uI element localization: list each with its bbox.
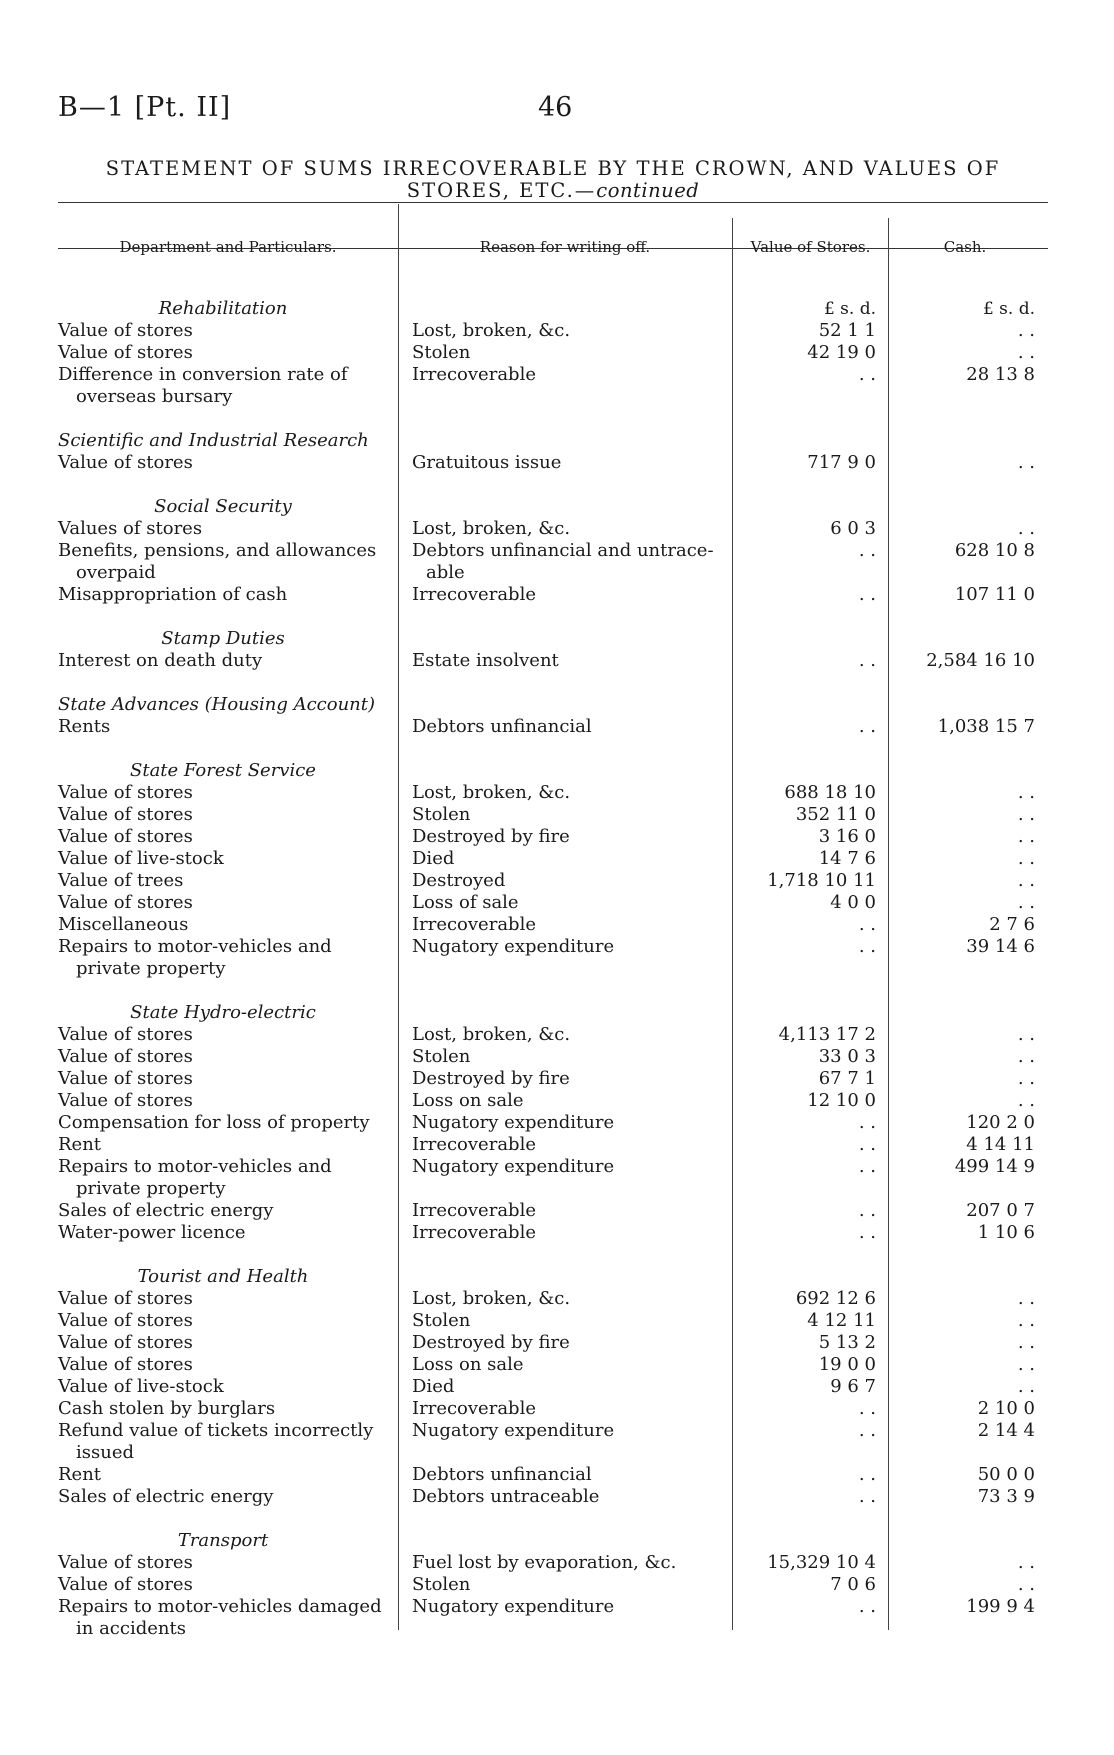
cash-value-cell: . . xyxy=(1017,1288,1035,1309)
reason-cell: Debtors unfinancial and untrace- xyxy=(412,540,714,561)
particular-cell: Values of stores xyxy=(58,518,203,539)
table-row xyxy=(0,804,1114,826)
particular-cell: Interest on death duty xyxy=(58,650,263,671)
cash-value-cell: . . xyxy=(1017,320,1035,341)
cash-value-cell: 107 11 0 xyxy=(954,584,1035,605)
table-row xyxy=(0,1288,1114,1310)
table-row xyxy=(0,892,1114,914)
table-row xyxy=(0,1398,1114,1420)
particular-cell: Refund value of tickets incorrectly xyxy=(58,1420,374,1441)
stores-value-cell: 4 0 0 xyxy=(830,892,876,913)
column-header-reason: Reason for writing off. xyxy=(479,238,651,256)
particular-cell: Misappropriation of cash xyxy=(58,584,288,605)
particular-cell: Rent xyxy=(58,1464,102,1485)
table-row-continuation xyxy=(0,958,1114,980)
particular-cell-continuation: overseas bursary xyxy=(76,386,233,407)
reason-cell: Loss of sale xyxy=(412,892,519,913)
reason-cell: Irrecoverable xyxy=(412,1398,536,1419)
stores-currency-units: £ s. d. xyxy=(823,299,876,319)
stores-value-cell: 6 0 3 xyxy=(830,518,876,539)
cash-value-cell: . . xyxy=(1017,1332,1035,1353)
reason-cell: Destroyed by fire xyxy=(412,826,570,847)
stores-value-cell: . . xyxy=(858,540,876,561)
table-row xyxy=(0,716,1114,738)
department-heading: State Advances (Housing Account) xyxy=(58,694,376,715)
cash-value-cell: 628 10 8 xyxy=(954,540,1035,561)
table-row xyxy=(0,1354,1114,1376)
cash-value-cell: . . xyxy=(1017,342,1035,363)
table-row-continuation xyxy=(0,1618,1114,1640)
particular-cell: Value of stores xyxy=(58,1552,193,1573)
particular-cell: Cash stolen by burglars xyxy=(58,1398,276,1419)
table-row xyxy=(0,1552,1114,1574)
cash-value-cell: 2 10 0 xyxy=(977,1398,1035,1419)
cash-value-cell: . . xyxy=(1017,892,1035,913)
cash-value-cell: . . xyxy=(1017,1376,1035,1397)
department-heading: State Hydro-electric xyxy=(130,1002,316,1023)
cash-value-cell: 2,584 16 10 xyxy=(926,650,1035,671)
particular-cell: Value of stores xyxy=(58,804,193,825)
stores-value-cell: 52 1 1 xyxy=(818,320,876,341)
reason-cell: Lost, broken, &c. xyxy=(412,1288,571,1309)
reason-cell: Irrecoverable xyxy=(412,584,536,605)
particular-cell: Value of stores xyxy=(58,1288,193,1309)
cash-value-cell: 207 0 7 xyxy=(966,1200,1035,1221)
section-heading xyxy=(0,628,1114,650)
table-row-continuation xyxy=(0,1442,1114,1464)
cash-value-cell: . . xyxy=(1017,1552,1035,1573)
particular-cell-continuation: issued xyxy=(76,1442,134,1463)
cash-value-cell: . . xyxy=(1017,1024,1035,1045)
cash-value-cell: 50 0 0 xyxy=(977,1464,1035,1485)
stores-value-cell: . . xyxy=(858,1134,876,1155)
cash-value-cell: 4 14 11 xyxy=(966,1134,1035,1155)
reason-cell: Irrecoverable xyxy=(412,1134,536,1155)
table-row xyxy=(0,1574,1114,1596)
stores-value-cell: . . xyxy=(858,584,876,605)
particular-cell: Value of stores xyxy=(58,1068,193,1089)
table-row xyxy=(0,1222,1114,1244)
particular-cell: Value of stores xyxy=(58,342,193,363)
document-reference: B—1 [Pt. II] xyxy=(58,92,232,123)
cash-value-cell: . . xyxy=(1017,826,1035,847)
department-heading: Rehabilitation xyxy=(158,298,288,319)
department-heading: State Forest Service xyxy=(130,760,316,781)
cash-value-cell: . . xyxy=(1017,804,1035,825)
cash-value-cell: . . xyxy=(1017,1046,1035,1067)
cash-value-cell: . . xyxy=(1017,1068,1035,1089)
cash-value-cell: 39 14 6 xyxy=(966,936,1035,957)
table-row xyxy=(0,1068,1114,1090)
stores-value-cell: . . xyxy=(858,1486,876,1507)
reason-cell: Lost, broken, &c. xyxy=(412,1024,571,1045)
particular-cell: Compensation for loss of property xyxy=(58,1112,370,1133)
column-header-cash: Cash. xyxy=(943,238,987,256)
cash-value-cell: . . xyxy=(1017,782,1035,803)
reason-cell: Stolen xyxy=(412,1574,471,1595)
section-heading xyxy=(0,760,1114,782)
stores-value-cell: . . xyxy=(858,914,876,935)
table-row xyxy=(0,1156,1114,1178)
title-line-2: STORES, ETC.—continued xyxy=(406,179,700,202)
particular-cell-continuation: private property xyxy=(76,958,226,979)
stores-value-cell: 67 7 1 xyxy=(818,1068,876,1089)
particular-cell: Water-power licence xyxy=(58,1222,246,1243)
particular-cell: Value of live-stock xyxy=(58,848,224,869)
table-row xyxy=(0,1486,1114,1508)
stores-value-cell: 692 12 6 xyxy=(795,1288,876,1309)
particular-cell: Value of stores xyxy=(58,782,193,803)
table-row xyxy=(0,364,1114,386)
reason-cell: Destroyed by fire xyxy=(412,1332,570,1353)
particular-cell: Value of live-stock xyxy=(58,1376,224,1397)
reason-cell: Nugatory expenditure xyxy=(412,1156,615,1177)
reason-cell: Destroyed xyxy=(412,870,506,891)
table-row xyxy=(0,1046,1114,1068)
stores-value-cell: 33 0 3 xyxy=(818,1046,876,1067)
reason-cell: Irrecoverable xyxy=(412,914,536,935)
reason-cell: Debtors untraceable xyxy=(412,1486,600,1507)
table-row xyxy=(0,320,1114,342)
table-row xyxy=(0,1090,1114,1112)
table-row xyxy=(0,584,1114,606)
particular-cell: Value of stores xyxy=(58,1332,193,1353)
reason-cell: Estate insolvent xyxy=(412,650,559,671)
table-row xyxy=(0,1200,1114,1222)
title-continued: continued xyxy=(596,179,700,202)
stores-value-cell: . . xyxy=(858,1112,876,1133)
particular-cell: Benefits, pensions, and allowances xyxy=(58,540,377,561)
stores-value-cell: . . xyxy=(858,1398,876,1419)
stores-value-cell: . . xyxy=(858,650,876,671)
stores-value-cell: . . xyxy=(858,364,876,385)
table-row xyxy=(0,848,1114,870)
reason-cell: Nugatory expenditure xyxy=(412,936,615,957)
stores-value-cell: 688 18 10 xyxy=(784,782,876,803)
section-heading xyxy=(0,694,1114,716)
cash-value-cell: 120 2 0 xyxy=(966,1112,1035,1133)
stores-value-cell: 4,113 17 2 xyxy=(778,1024,876,1045)
cash-value-cell: . . xyxy=(1017,1574,1035,1595)
particular-cell: Miscellaneous xyxy=(58,914,189,935)
particular-cell: Value of stores xyxy=(58,1574,193,1595)
department-heading: Stamp Duties xyxy=(161,628,285,649)
particular-cell: Value of stores xyxy=(58,1310,193,1331)
table-top-rule xyxy=(58,202,1048,203)
particular-cell: Rents xyxy=(58,716,111,737)
stores-value-cell: 352 11 0 xyxy=(795,804,876,825)
cash-value-cell: . . xyxy=(1017,518,1035,539)
stores-value-cell: 1,718 10 11 xyxy=(767,870,876,891)
particular-cell-continuation: overpaid xyxy=(76,562,156,583)
stores-value-cell: 5 13 2 xyxy=(818,1332,876,1353)
table-row xyxy=(0,540,1114,562)
reason-cell: Stolen xyxy=(412,1310,471,1331)
table-row xyxy=(0,1596,1114,1618)
cash-value-cell: 73 3 9 xyxy=(977,1486,1035,1507)
page-header xyxy=(58,92,1048,132)
table-row-continuation xyxy=(0,1178,1114,1200)
reason-cell: Lost, broken, &c. xyxy=(412,782,571,803)
cash-value-cell: 2 7 6 xyxy=(989,914,1035,935)
table-row xyxy=(0,1134,1114,1156)
reason-cell: Lost, broken, &c. xyxy=(412,518,571,539)
column-header-particulars: Department and Particulars. xyxy=(119,238,337,256)
reason-cell: Nugatory expenditure xyxy=(412,1420,615,1441)
reason-cell: Irrecoverable xyxy=(412,364,536,385)
table-row xyxy=(0,1024,1114,1046)
stores-value-cell: 14 7 6 xyxy=(818,848,876,869)
table-row xyxy=(0,1464,1114,1486)
particular-cell: Sales of electric energy xyxy=(58,1486,274,1507)
table-row xyxy=(0,650,1114,672)
section-heading xyxy=(0,496,1114,518)
cash-value-cell: 199 9 4 xyxy=(966,1596,1035,1617)
stores-value-cell: 42 19 0 xyxy=(807,342,876,363)
stores-value-cell: 717 9 0 xyxy=(807,452,876,473)
reason-cell: Debtors unfinancial xyxy=(412,1464,592,1485)
cash-value-cell: 1 10 6 xyxy=(977,1222,1035,1243)
section-heading xyxy=(0,1530,1114,1552)
table-row xyxy=(0,914,1114,936)
particular-cell: Difference in conversion rate of xyxy=(58,364,348,385)
department-heading: Social Security xyxy=(154,496,292,517)
table-row xyxy=(0,1420,1114,1442)
reason-cell: Stolen xyxy=(412,342,471,363)
department-heading: Transport xyxy=(177,1530,269,1551)
reason-cell: Loss on sale xyxy=(412,1090,524,1111)
particular-cell-continuation: private property xyxy=(76,1178,226,1199)
particular-cell: Rent xyxy=(58,1134,102,1155)
table-row xyxy=(0,518,1114,540)
reason-cell: Loss on sale xyxy=(412,1354,524,1375)
department-heading: Scientific and Industrial Research xyxy=(58,430,369,451)
cash-value-cell: 1,038 15 7 xyxy=(937,716,1035,737)
reason-cell: Nugatory expenditure xyxy=(412,1112,615,1133)
section-heading xyxy=(0,1266,1114,1288)
table-row xyxy=(0,452,1114,474)
particular-cell: Value of stores xyxy=(58,1046,193,1067)
reason-cell: Lost, broken, &c. xyxy=(412,320,571,341)
department-heading: Tourist and Health xyxy=(137,1266,309,1287)
cash-value-cell: 28 13 8 xyxy=(966,364,1035,385)
table-row-continuation xyxy=(0,562,1114,584)
reason-cell: Gratuitous issue xyxy=(412,452,562,473)
column-header-stores: Value of Stores. xyxy=(750,238,871,256)
particular-cell: Value of stores xyxy=(58,826,193,847)
particular-cell: Repairs to motor-vehicles and xyxy=(58,1156,332,1177)
stores-value-cell: 9 6 7 xyxy=(830,1376,876,1397)
reason-cell: Debtors unfinancial xyxy=(412,716,592,737)
particular-cell-continuation: in accidents xyxy=(76,1618,186,1639)
table-row xyxy=(0,1376,1114,1398)
particular-cell: Value of stores xyxy=(58,1354,193,1375)
stores-value-cell: . . xyxy=(858,716,876,737)
particular-cell: Value of stores xyxy=(58,320,193,341)
section-heading xyxy=(0,298,1114,320)
particular-cell: Value of stores xyxy=(58,892,193,913)
cash-value-cell: . . xyxy=(1017,452,1035,473)
table-row-continuation xyxy=(0,386,1114,408)
stores-value-cell: 7 0 6 xyxy=(830,1574,876,1595)
particular-cell: Sales of electric energy xyxy=(58,1200,274,1221)
stores-value-cell: 3 16 0 xyxy=(818,826,876,847)
stores-value-cell: . . xyxy=(858,1156,876,1177)
cash-value-cell: 499 14 9 xyxy=(954,1156,1035,1177)
stores-value-cell: . . xyxy=(858,1596,876,1617)
section-heading xyxy=(0,430,1114,452)
reason-cell: Nugatory expenditure xyxy=(412,1596,615,1617)
reason-cell: Died xyxy=(412,1376,455,1397)
table-row xyxy=(0,1112,1114,1134)
cash-value-cell: . . xyxy=(1017,870,1035,891)
stores-value-cell: . . xyxy=(858,936,876,957)
table-row xyxy=(0,870,1114,892)
table-row xyxy=(0,1310,1114,1332)
cash-value-cell: . . xyxy=(1017,1090,1035,1111)
stores-value-cell: . . xyxy=(858,1222,876,1243)
cash-currency-units: £ s. d. xyxy=(982,299,1035,319)
reason-cell: Irrecoverable xyxy=(412,1200,536,1221)
reason-cell-continuation: able xyxy=(426,562,465,583)
reason-cell: Died xyxy=(412,848,455,869)
table-row xyxy=(0,1332,1114,1354)
reason-cell: Destroyed by fire xyxy=(412,1068,570,1089)
reason-cell: Fuel lost by evaporation, &c. xyxy=(412,1552,677,1573)
statement-title xyxy=(58,158,1048,202)
reason-cell: Irrecoverable xyxy=(412,1222,536,1243)
stores-value-cell: 15,329 10 4 xyxy=(767,1552,876,1573)
table-row xyxy=(0,826,1114,848)
table-row xyxy=(0,936,1114,958)
table-row xyxy=(0,782,1114,804)
section-heading xyxy=(0,1002,1114,1024)
particular-cell: Value of stores xyxy=(58,1090,193,1111)
particular-cell: Repairs to motor-vehicles damaged xyxy=(58,1596,382,1617)
particular-cell: Repairs to motor-vehicles and xyxy=(58,936,332,957)
title-line-1: STATEMENT OF SUMS IRRECOVERABLE BY THE CROWN, AND VALUES OF xyxy=(105,157,1001,180)
page-number: 46 xyxy=(538,92,573,123)
table-row xyxy=(0,342,1114,364)
stores-value-cell: 4 12 11 xyxy=(807,1310,876,1331)
stores-value-cell: 19 0 0 xyxy=(818,1354,876,1375)
particular-cell: Value of stores xyxy=(58,1024,193,1045)
cash-value-cell: . . xyxy=(1017,1354,1035,1375)
stores-value-cell: . . xyxy=(858,1420,876,1441)
particular-cell: Value of trees xyxy=(58,870,184,891)
reason-cell: Stolen xyxy=(412,1046,471,1067)
stores-value-cell: . . xyxy=(858,1200,876,1221)
particular-cell: Value of stores xyxy=(58,452,193,473)
reason-cell: Stolen xyxy=(412,804,471,825)
cash-value-cell: . . xyxy=(1017,1310,1035,1331)
stores-value-cell: 12 10 0 xyxy=(807,1090,876,1111)
cash-value-cell: . . xyxy=(1017,848,1035,869)
cash-value-cell: 2 14 4 xyxy=(977,1420,1035,1441)
stores-value-cell: . . xyxy=(858,1464,876,1485)
